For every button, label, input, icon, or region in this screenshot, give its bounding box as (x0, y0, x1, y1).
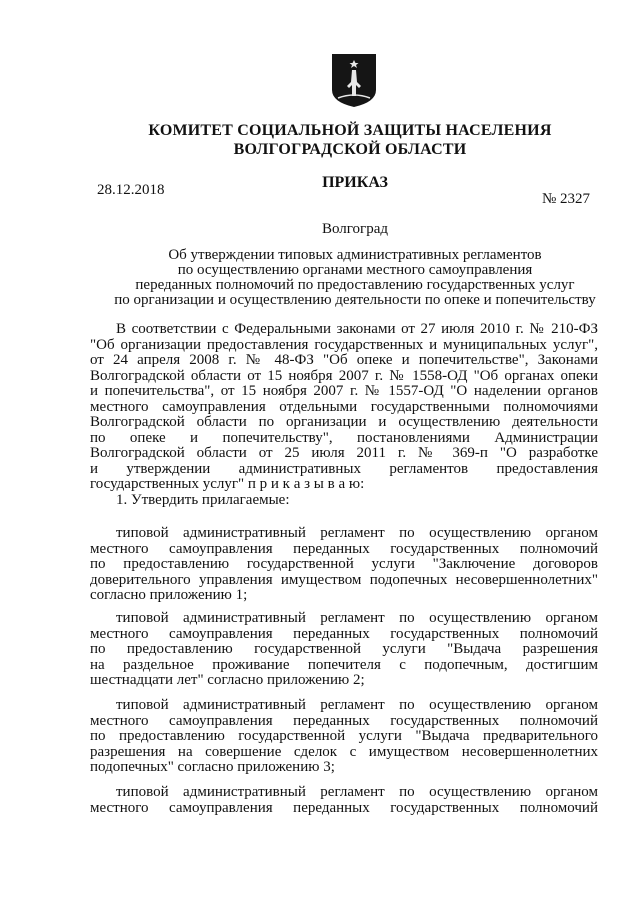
text-line: разрешения на совершение сделок с имуществом несовершеннолетних (90, 743, 598, 760)
text-line: на раздельное проживание попечителя с подопечным, достигшим (90, 656, 598, 673)
coat-of-arms-icon (330, 52, 378, 108)
preamble-paragraph (90, 322, 598, 508)
text-line: типовой административный регламент по осуществлению органом (116, 525, 598, 541)
text-line: доверительного управления имуществом подопечных несовершеннолетних" (90, 571, 598, 588)
text-line: и утверждении административных регламентов предоставления (90, 460, 598, 477)
subject-line: по организации и осуществлению деятельности по опеке и попечительству (114, 292, 596, 308)
text-line: согласно приложению 1; (90, 587, 248, 603)
text-line: Волгоградской области от 15 ноября 2007 г. № 1558-ОД "Об органах опеки (90, 367, 598, 384)
organization-name-line1: КОМИТЕТ СОЦИАЛЬНОЙ ЗАЩИТЫ НАСЕЛЕНИЯ (148, 122, 552, 139)
text-line: В соответствии с Федеральными законами от 27 июля 2010 г. № 210-ФЗ (116, 321, 598, 337)
text-line: типовой административный регламент по осуществлению органом (116, 784, 598, 800)
text-line: подопечных" согласно приложению 3; (90, 759, 335, 775)
order-date: 28.12.2018 (97, 182, 165, 198)
text-line: по опеке и попечительству", постановлениями Администрации (90, 429, 598, 446)
regulation-item-3 (90, 698, 598, 776)
text-line: шестнадцати лет" согласно приложению 2; (90, 672, 365, 688)
text-line: "Об организации предоставления государственных и муниципальных услуг", (90, 336, 598, 353)
text-line: по предоставлению государственной услуги "Выдача предварительного (90, 728, 598, 744)
text-line: Волгоградской области от 25 июля 2011 г. № 369-п "О разработке (90, 445, 598, 461)
text-line: типовой административный регламент по осуществлению органом (116, 697, 598, 713)
text-line: Волгоградской области по организации и осуществлению деятельности (90, 414, 598, 430)
subject-line: Об утверждении типовых административных регламентов (168, 247, 542, 263)
order-number: № 2327 (542, 191, 591, 207)
text-line: государственных услуг" п р и к а з ы в а ю: (90, 476, 365, 492)
text-line: местного самоуправления переданных государственных полномочий (90, 799, 598, 816)
text-line: типовой административный регламент по осуществлению органом (116, 610, 598, 626)
regulation-item-4 (90, 785, 598, 816)
text-line: по предоставлению государственной услуги "Выдача разрешения (90, 641, 598, 657)
document-type-title: ПРИКАЗ (322, 174, 388, 191)
subject-line: по осуществлению органами местного самоуправления (177, 262, 533, 278)
text-line: местного самоуправления переданных государственных полномочий (90, 625, 598, 642)
item-heading: 1. Утвердить прилагаемые: (116, 491, 290, 508)
text-line: местного самоуправления переданных государственных полномочий (90, 540, 598, 557)
text-line: местного самоуправления отдельными государственными полномочиями (90, 398, 598, 415)
regulation-item-2 (90, 611, 598, 689)
order-city: Волгоград (321, 221, 388, 237)
organization-name-line2: ВОЛГОГРАДСКОЙ ОБЛАСТИ (233, 141, 467, 158)
regulation-item-1 (90, 526, 598, 604)
text-line: местного самоуправления переданных государственных полномочий (90, 712, 598, 729)
text-line: от 24 апреля 2008 г. № 48-ФЗ "Об опеке и попечительстве", Законами (90, 352, 598, 368)
text-line: и попечительства", от 15 ноября 2007 г. № 1557-ОД "О наделении органов (90, 383, 598, 399)
subject-line: переданных полномочий по предоставлению государственных услуг (135, 277, 575, 293)
text-line: по предоставлению государственной услуги "Заключение договоров (90, 556, 598, 572)
